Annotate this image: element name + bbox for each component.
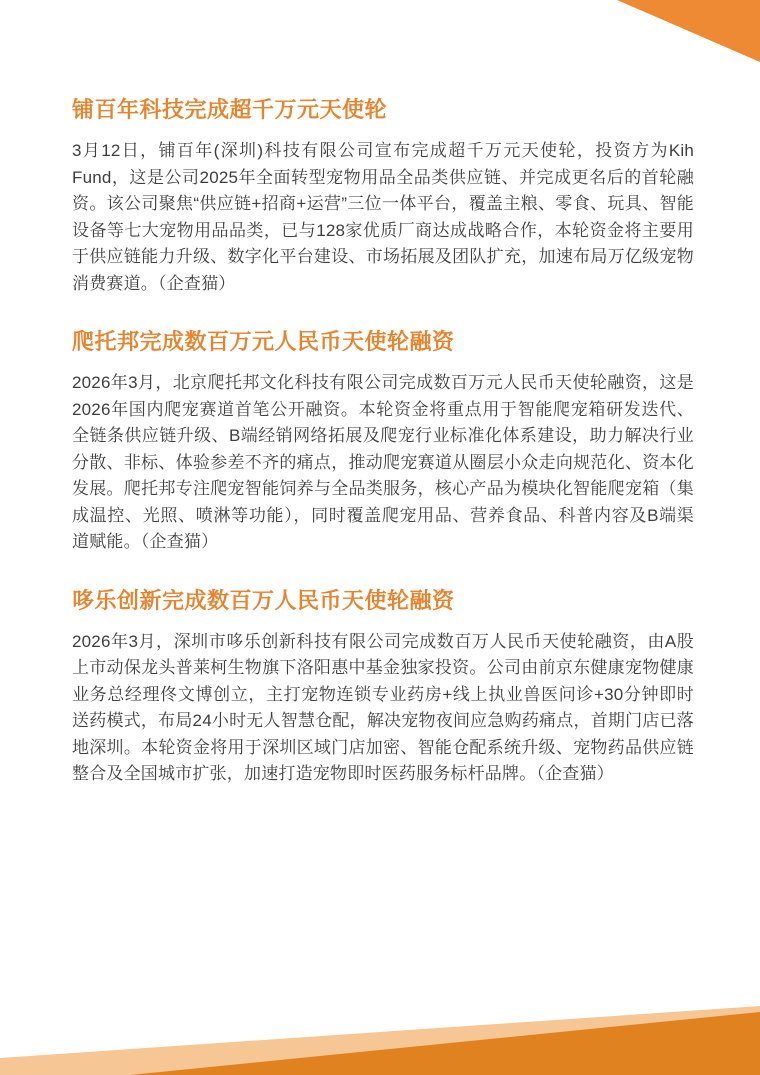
article-body: 2026年3月，北京爬托邦文化科技有限公司完成数百万元人民币天使轮融资，这是2026年国内爬宠赛道首笔公开融资。本轮资金将重点用于智能爬宠箱研发迭代、全链条供应链升级、B端经销网络拓展及爬宠行业标准化体系建设，助力解决行业分散、非标、体验参差不齐的痛点，推动爬宠赛道从圈层小众走向规范化、资本化发展。爬托邦专注爬宠智能饲养与全品类服务，核心产品为模块化智能爬宠箱（集成温控、光照、喷淋等功能），同时覆盖爬宠用品、营养食品、科普内容及B端渠道赋能。（企查猫） [72,373,694,551]
news-article [72,327,694,556]
articles-column [72,95,694,818]
article-body: 2026年3月，深圳市哆乐创新科技有限公司完成数百万人民币天使轮融资，由A股上市动保龙头普莱柯生物旗下洛阳惠中基金独家投资。公司由前京东健康宠物健康业务总经理佟文博创立，主打宠物连锁专业药房+线上执业兽医问诊+30分钟即时送药模式，布局24小时无人智慧仓配，解决宠物夜间应急购药痛点，首期门店已落地深圳。本轮资金将用于深圳区域门店加密、智能仓配系统升级、宠物药品供应链整合及全国城市扩张，加速打造宠物即时医药服务标杆品牌。（企查猫） [72,631,694,783]
news-article [72,95,694,297]
article-title: 哆乐创新完成数百万人民币天使轮融资 [72,587,455,613]
article-body: 3月12日，铺百年(深圳)科技有限公司宣布完成超千万元天使轮，投资方为Kih Fund，这是公司2025年全面转型宠物用品全品类供应链、并完成更名后的首轮融资。该公司聚焦“供应链+招商+运营”三位一体平台，覆盖主粮、零食、玩具、智能设备等七大宠物用品品类，已与128家优质厂商达成战略合作，本轮资金将主要用于供应链能力升级、数字化平台建设、市场拓展及团队扩充，加速布局万亿级宠物消费赛道。（企查猫） [72,141,694,293]
article-title: 铺百年科技完成超千万元天使轮 [72,97,388,122]
news-article [72,586,694,788]
corner-triangle-icon [617,0,760,62]
bottom-band-decoration [0,1005,760,1075]
corner-triangle-shape [617,0,760,62]
article-title: 爬托邦完成数百万元人民币天使轮融资 [72,329,455,354]
